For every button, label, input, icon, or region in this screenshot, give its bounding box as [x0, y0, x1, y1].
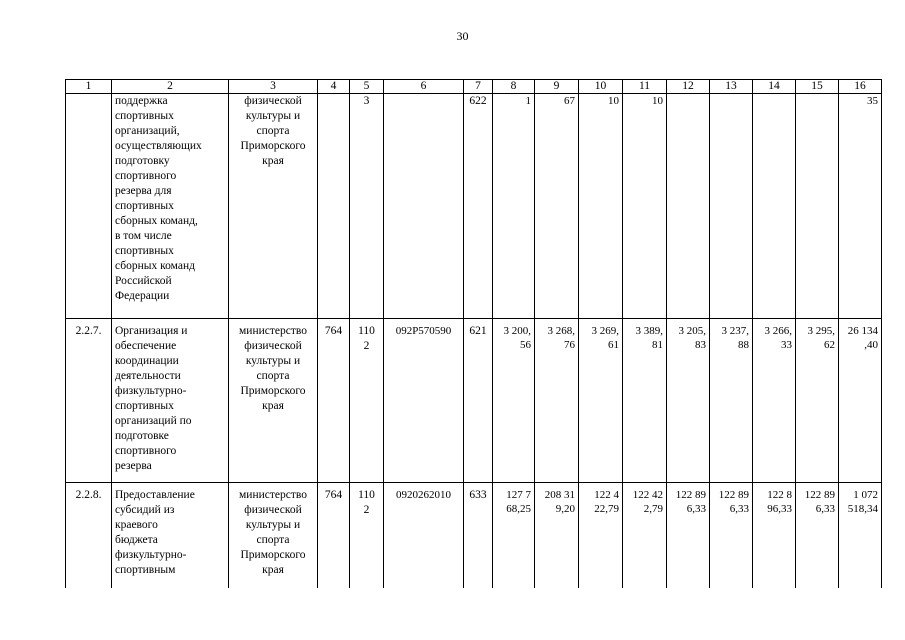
amount-cell: 122 8 96,33: [753, 483, 796, 589]
amount-cell: [667, 94, 710, 319]
target-article-code: [384, 94, 464, 319]
column-header: 8: [493, 80, 535, 94]
amount-cell: 122 89 6,33: [667, 483, 710, 589]
budget-table: [65, 79, 882, 588]
column-header: 14: [753, 80, 796, 94]
column-header: 12: [667, 80, 710, 94]
section-code: 110 2: [350, 319, 384, 483]
column-header: 3: [229, 80, 318, 94]
amount-cell: 3 200, 56: [493, 319, 535, 483]
header-row: [66, 80, 882, 94]
amount-cell: [796, 94, 839, 319]
grbs-code: 764: [318, 483, 350, 589]
column-header: 11: [623, 80, 667, 94]
table-row: [66, 483, 882, 589]
amount-cell: 67: [535, 94, 579, 319]
column-header: 13: [710, 80, 753, 94]
section-code: 3: [350, 94, 384, 319]
table-row: [66, 94, 882, 319]
target-article-code: 092P570590: [384, 319, 464, 483]
amount-cell: 3 269, 61: [579, 319, 623, 483]
amount-cell: 3 268, 76: [535, 319, 579, 483]
amount-cell: 1: [493, 94, 535, 319]
amount-cell: 208 31 9,20: [535, 483, 579, 589]
column-header: 9: [535, 80, 579, 94]
amount-cell: 122 42 2,79: [623, 483, 667, 589]
amount-cell: 3 237, 88: [710, 319, 753, 483]
expense-type-code: 621: [464, 319, 493, 483]
amount-cell: 3 205, 83: [667, 319, 710, 483]
amount-cell: 3 266, 33: [753, 319, 796, 483]
grbs-code: 764: [318, 319, 350, 483]
responsible-executor: министерство физической культуры и спорта Приморского края: [229, 319, 318, 483]
column-header: 1: [66, 80, 112, 94]
amount-cell: 10: [579, 94, 623, 319]
expense-type-code: 633: [464, 483, 493, 589]
amount-cell: 122 89 6,33: [796, 483, 839, 589]
measure-description: поддержка спортивных организаций, осуществляющих подготовку спортивного резерва для спортивных сборных команд, в том числе спортивных сборных команд Российской Федерации: [112, 94, 229, 319]
amount-cell: 10: [623, 94, 667, 319]
amount-cell: 122 89 6,33: [710, 483, 753, 589]
item-number: 2.2.7.: [66, 319, 112, 483]
target-article-code: 0920262010: [384, 483, 464, 589]
column-header: 15: [796, 80, 839, 94]
column-header: 6: [384, 80, 464, 94]
total-amount-cell: 35: [839, 94, 882, 319]
column-header: 10: [579, 80, 623, 94]
column-header: 5: [350, 80, 384, 94]
amount-cell: [753, 94, 796, 319]
measure-description: Предоставление субсидий из краевого бюджета физкультурно- спортивным: [112, 483, 229, 589]
table-row: [66, 319, 882, 483]
responsible-executor: физической культуры и спорта Приморского края: [229, 94, 318, 319]
column-header: 16: [839, 80, 882, 94]
total-amount-cell: 1 072 518,34: [839, 483, 882, 589]
item-number: [66, 94, 112, 319]
expense-type-code: 622: [464, 94, 493, 319]
amount-cell: [710, 94, 753, 319]
responsible-executor: министерство физической культуры и спорта Приморского края: [229, 483, 318, 589]
column-header: 7: [464, 80, 493, 94]
total-amount-cell: 26 134 ,40: [839, 319, 882, 483]
page-number: 30: [456, 29, 469, 43]
column-header: 4: [318, 80, 350, 94]
measure-description: Организация и обеспечение координации деятельности физкультурно- спортивных организаций по подготовке спортивного резерва: [112, 319, 229, 483]
amount-cell: 3 295, 62: [796, 319, 839, 483]
amount-cell: 3 389, 81: [623, 319, 667, 483]
column-header: 2: [112, 80, 229, 94]
amount-cell: 127 7 68,25: [493, 483, 535, 589]
grbs-code: [318, 94, 350, 319]
amount-cell: 122 4 22,79: [579, 483, 623, 589]
section-code: 110 2: [350, 483, 384, 589]
item-number: 2.2.8.: [66, 483, 112, 589]
